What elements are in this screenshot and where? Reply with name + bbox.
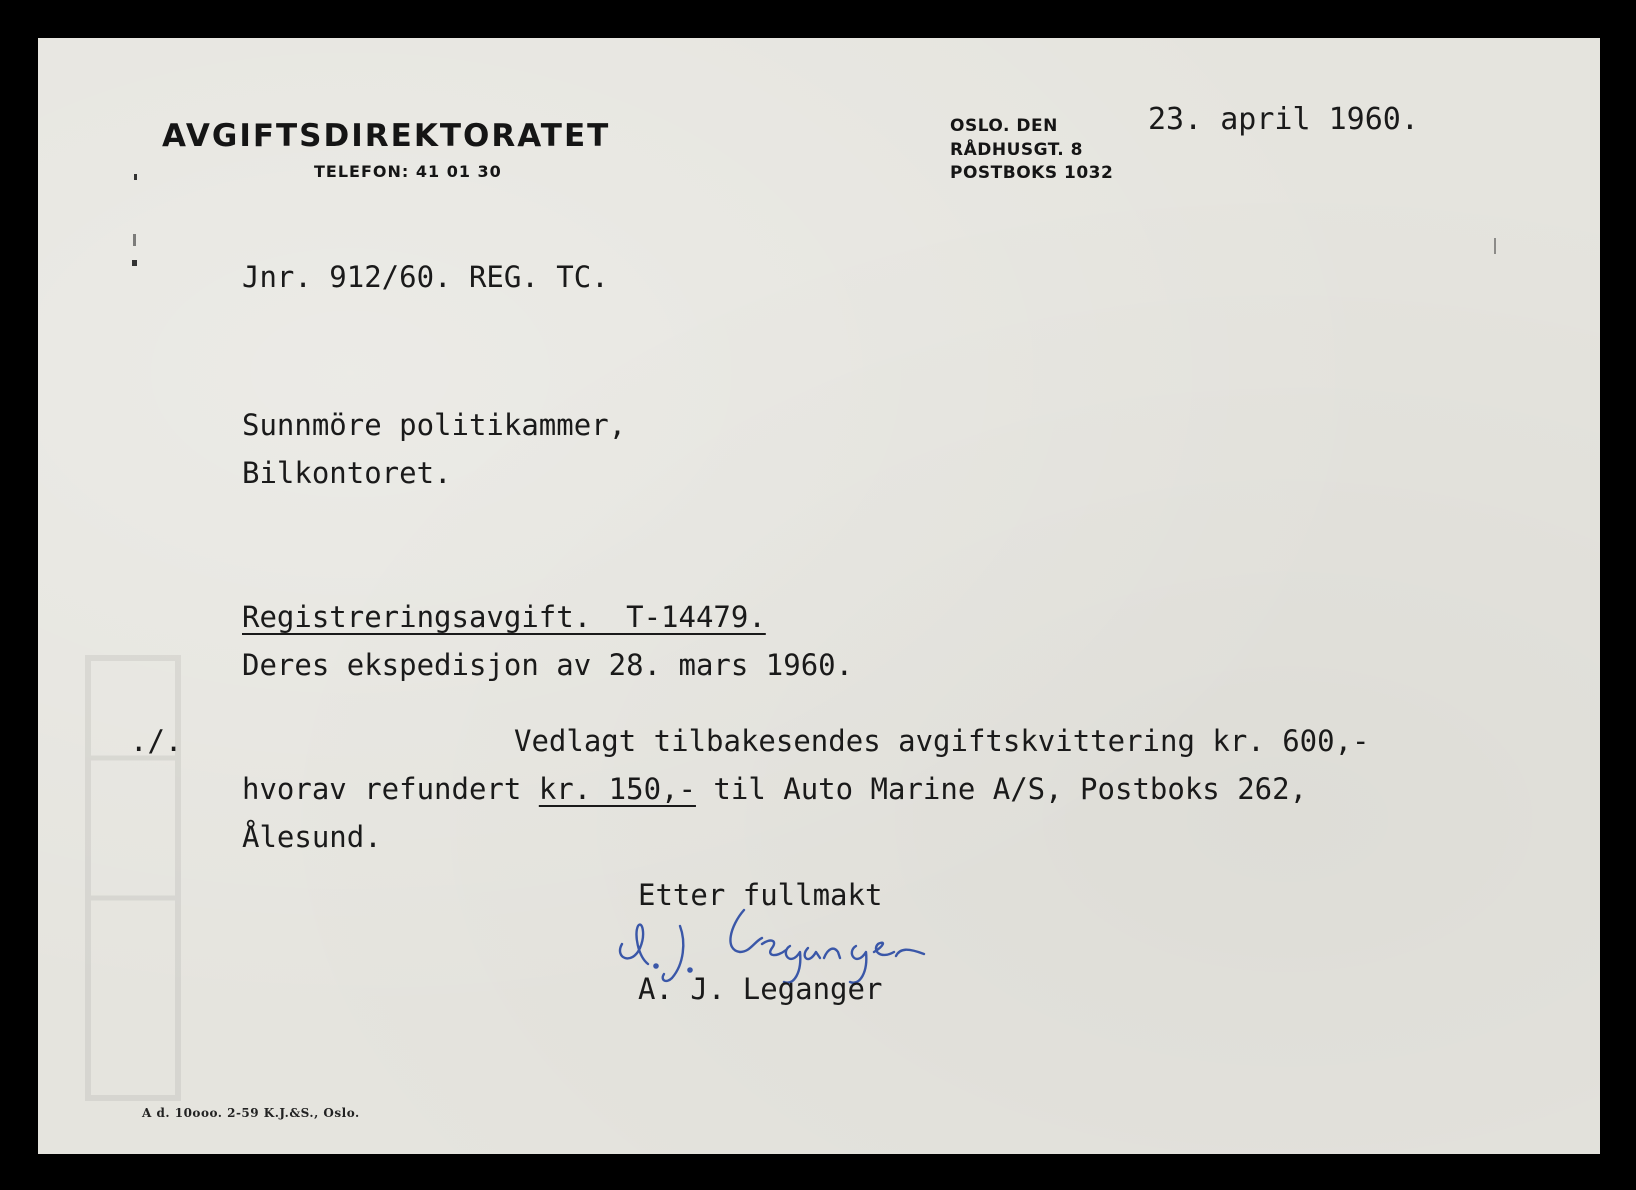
organization-phone: TELEFON: 41 01 30: [314, 162, 502, 181]
punch-mark-low: [132, 260, 137, 266]
handwritten-signature: [594, 886, 994, 986]
body-line-2-end: til Auto Marine A/S, Postboks 262,: [695, 772, 1308, 806]
postbox-address: POSTBOKS 1032: [950, 163, 1114, 183]
organization-name: AVGIFTSDIREKTORATET: [162, 118, 611, 154]
recipient-line-2: Bilkontoret.: [242, 456, 452, 490]
recipient-line-1: Sunnmöre politikammer,: [242, 408, 627, 442]
body-line-1: Vedlagt tilbakesendes avgiftskvittering kr. 600,-: [514, 724, 1370, 758]
closing-line: Etter fullmakt: [638, 878, 883, 912]
body-line-3: Ålesund.: [242, 820, 382, 854]
faint-stamp-mark: [78, 638, 198, 1118]
letter-page: [38, 38, 1600, 1154]
reference-line: Deres ekspedisjon av 28. mars 1960.: [242, 648, 854, 682]
street-address: RÅDHUSGT. 8: [950, 140, 1084, 160]
journal-number: Jnr. 912/60. REG. TC.: [242, 260, 609, 294]
body-line-2: [242, 772, 1307, 806]
punch-mark-top: [134, 174, 137, 180]
punch-mark-mid: [133, 234, 136, 246]
signer-name: A. J. Leganger: [638, 972, 883, 1006]
body-line-2-start: hvorav refundert: [242, 772, 539, 806]
subject-line: Registreringsavgift. T-14479.: [242, 600, 766, 634]
refund-amount: kr. 150,-: [538, 772, 696, 806]
printer-note: A d. 10ooo. 2-59 K.J.&S., Oslo.: [142, 1106, 360, 1120]
letter-date: 23. april 1960.: [1148, 102, 1419, 137]
punch-mark-right: [1494, 238, 1496, 254]
city-line: OSLO. DEN: [950, 116, 1058, 136]
enclosure-mark: ./.: [130, 724, 183, 758]
